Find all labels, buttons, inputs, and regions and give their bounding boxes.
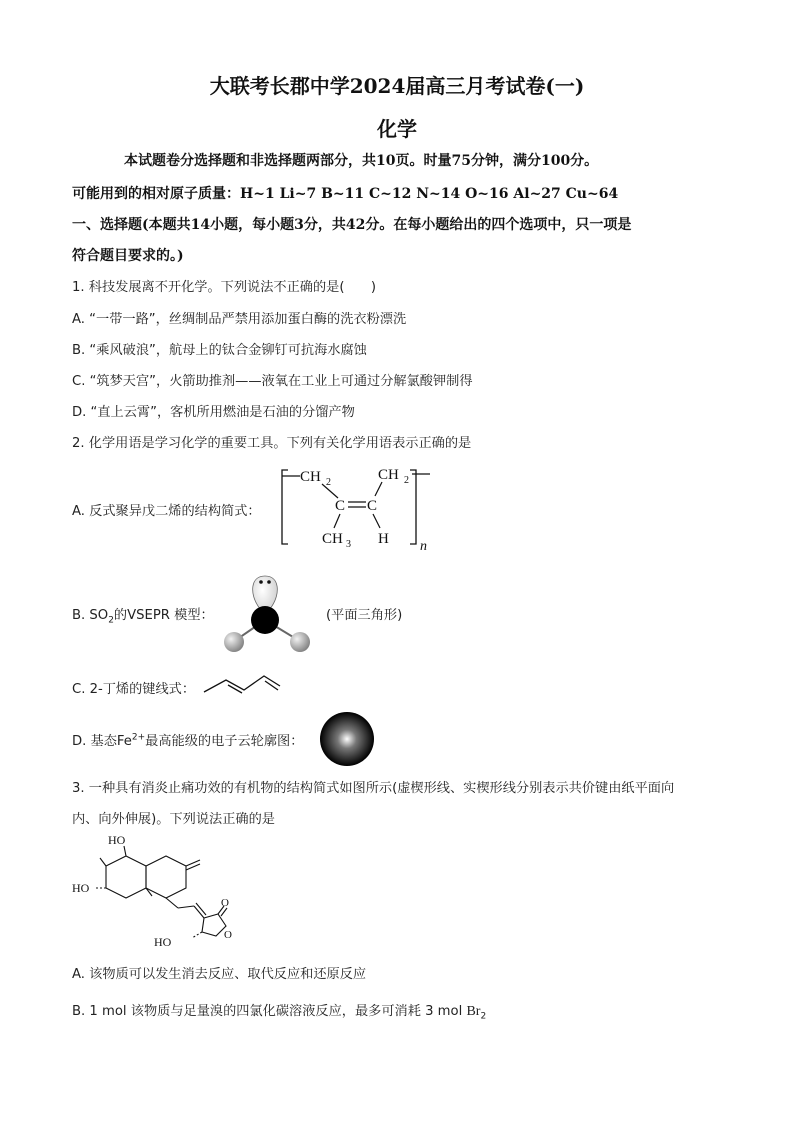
- oxygen-ball-left: [224, 632, 244, 652]
- q3-stem-line2: 内、向外伸展)。下列说法正确的是: [72, 812, 275, 827]
- q1-option-d: D. “直上云霄”，客机所用燃油是石油的分馏产物: [72, 405, 355, 420]
- subject-title: 化学: [377, 117, 417, 141]
- ch2-left-sub: 2: [326, 477, 331, 488]
- q2-option-d-label: D. 基态$Fe^{2+}$最高能级的电子云轮廓图：: [72, 732, 304, 749]
- c-left: C: [335, 498, 346, 514]
- section-heading-line1: 一、选择题(本题共14小题，每小题3分，共42分。在每小题给出的四个选项中，只一项是: [72, 217, 632, 233]
- polyisoprene-structure: [278, 462, 438, 554]
- q1-option-a: A. “一带一路”，丝绸制品严禁用添加蛋白酶的洗衣粉漂洗: [72, 312, 407, 327]
- oxygen-ball-right: [290, 632, 310, 652]
- ch3-sub: 3: [346, 539, 351, 550]
- ch2-right: CH: [378, 467, 399, 483]
- q1-stem: 1. 科技发展离不开化学。下列说法不正确的是( ): [72, 280, 376, 295]
- butene-skeletal-formula: [200, 670, 284, 700]
- q2-option-c-label: C. 2-丁烯的键线式：: [72, 682, 196, 697]
- so2-vsepr-model: [216, 570, 316, 660]
- sulfur-ball: [251, 606, 279, 634]
- q3-option-a: A. 该物质可以发生消去反应、取代反应和还原反应: [72, 967, 367, 982]
- h-atom: H: [378, 531, 389, 547]
- ch2-right-sub: 2: [404, 475, 409, 486]
- label-ho-left: HO: [72, 881, 90, 895]
- c-right: C: [367, 498, 378, 514]
- electron-cloud-sphere: [318, 710, 376, 768]
- q2-option-b-label: B. $SO_2$的VSEPR 模型：: [72, 608, 214, 626]
- q2-option-a-label: A. 反式聚异戊二烯的结构简式：: [72, 504, 261, 519]
- exam-note: 本试题卷分选择题和非选择题两部分，共10页。时量75分钟，满分100分。: [124, 153, 599, 169]
- q2-option-b-note: (平面三角形): [326, 608, 403, 623]
- q1-option-b: B. “乘风破浪”，航母上的钛合金铆钉可抗海水腐蚀: [72, 343, 367, 358]
- label-o-ring: O: [224, 929, 232, 941]
- page-title: 大联考长郡中学2024届高三月考试卷(一): [209, 74, 585, 98]
- section-heading-line2: 符合题目要求的。): [72, 248, 184, 264]
- q2-stem: 2. 化学用语是学习化学的重要工具。下列有关化学用语表示正确的是: [72, 436, 472, 451]
- ch2-left: CH: [300, 469, 321, 485]
- q3-option-b: B. 1 mol 该物质与足量溴的四氯化碳溶液反应，最多可消耗 3 mol $Br_2$: [72, 1004, 487, 1022]
- label-o-carbonyl: O: [221, 897, 229, 909]
- atomic-masses: 可能用到的相对原子质量：H~1 Li~7 B~11 C~12 N~14 O~16 Al~27 Cu~64: [72, 186, 619, 202]
- repeat-n: n: [420, 539, 427, 554]
- label-ho-bottom: HO: [154, 935, 172, 949]
- label-ho-top: HO: [108, 833, 126, 847]
- q1-option-c: C. “筑梦天宫”，火箭助推剂——液氧在工业上可通过分解氯酸钾制得: [72, 374, 473, 389]
- ch3: CH: [322, 531, 343, 547]
- q3-stem-line1: 3. 一种具有消炎止痛功效的有机物的结构简式如图所示(虚楔形线、实楔形线分别表示共价键由纸平面向: [72, 781, 675, 796]
- q3-molecule-structure: [68, 830, 248, 954]
